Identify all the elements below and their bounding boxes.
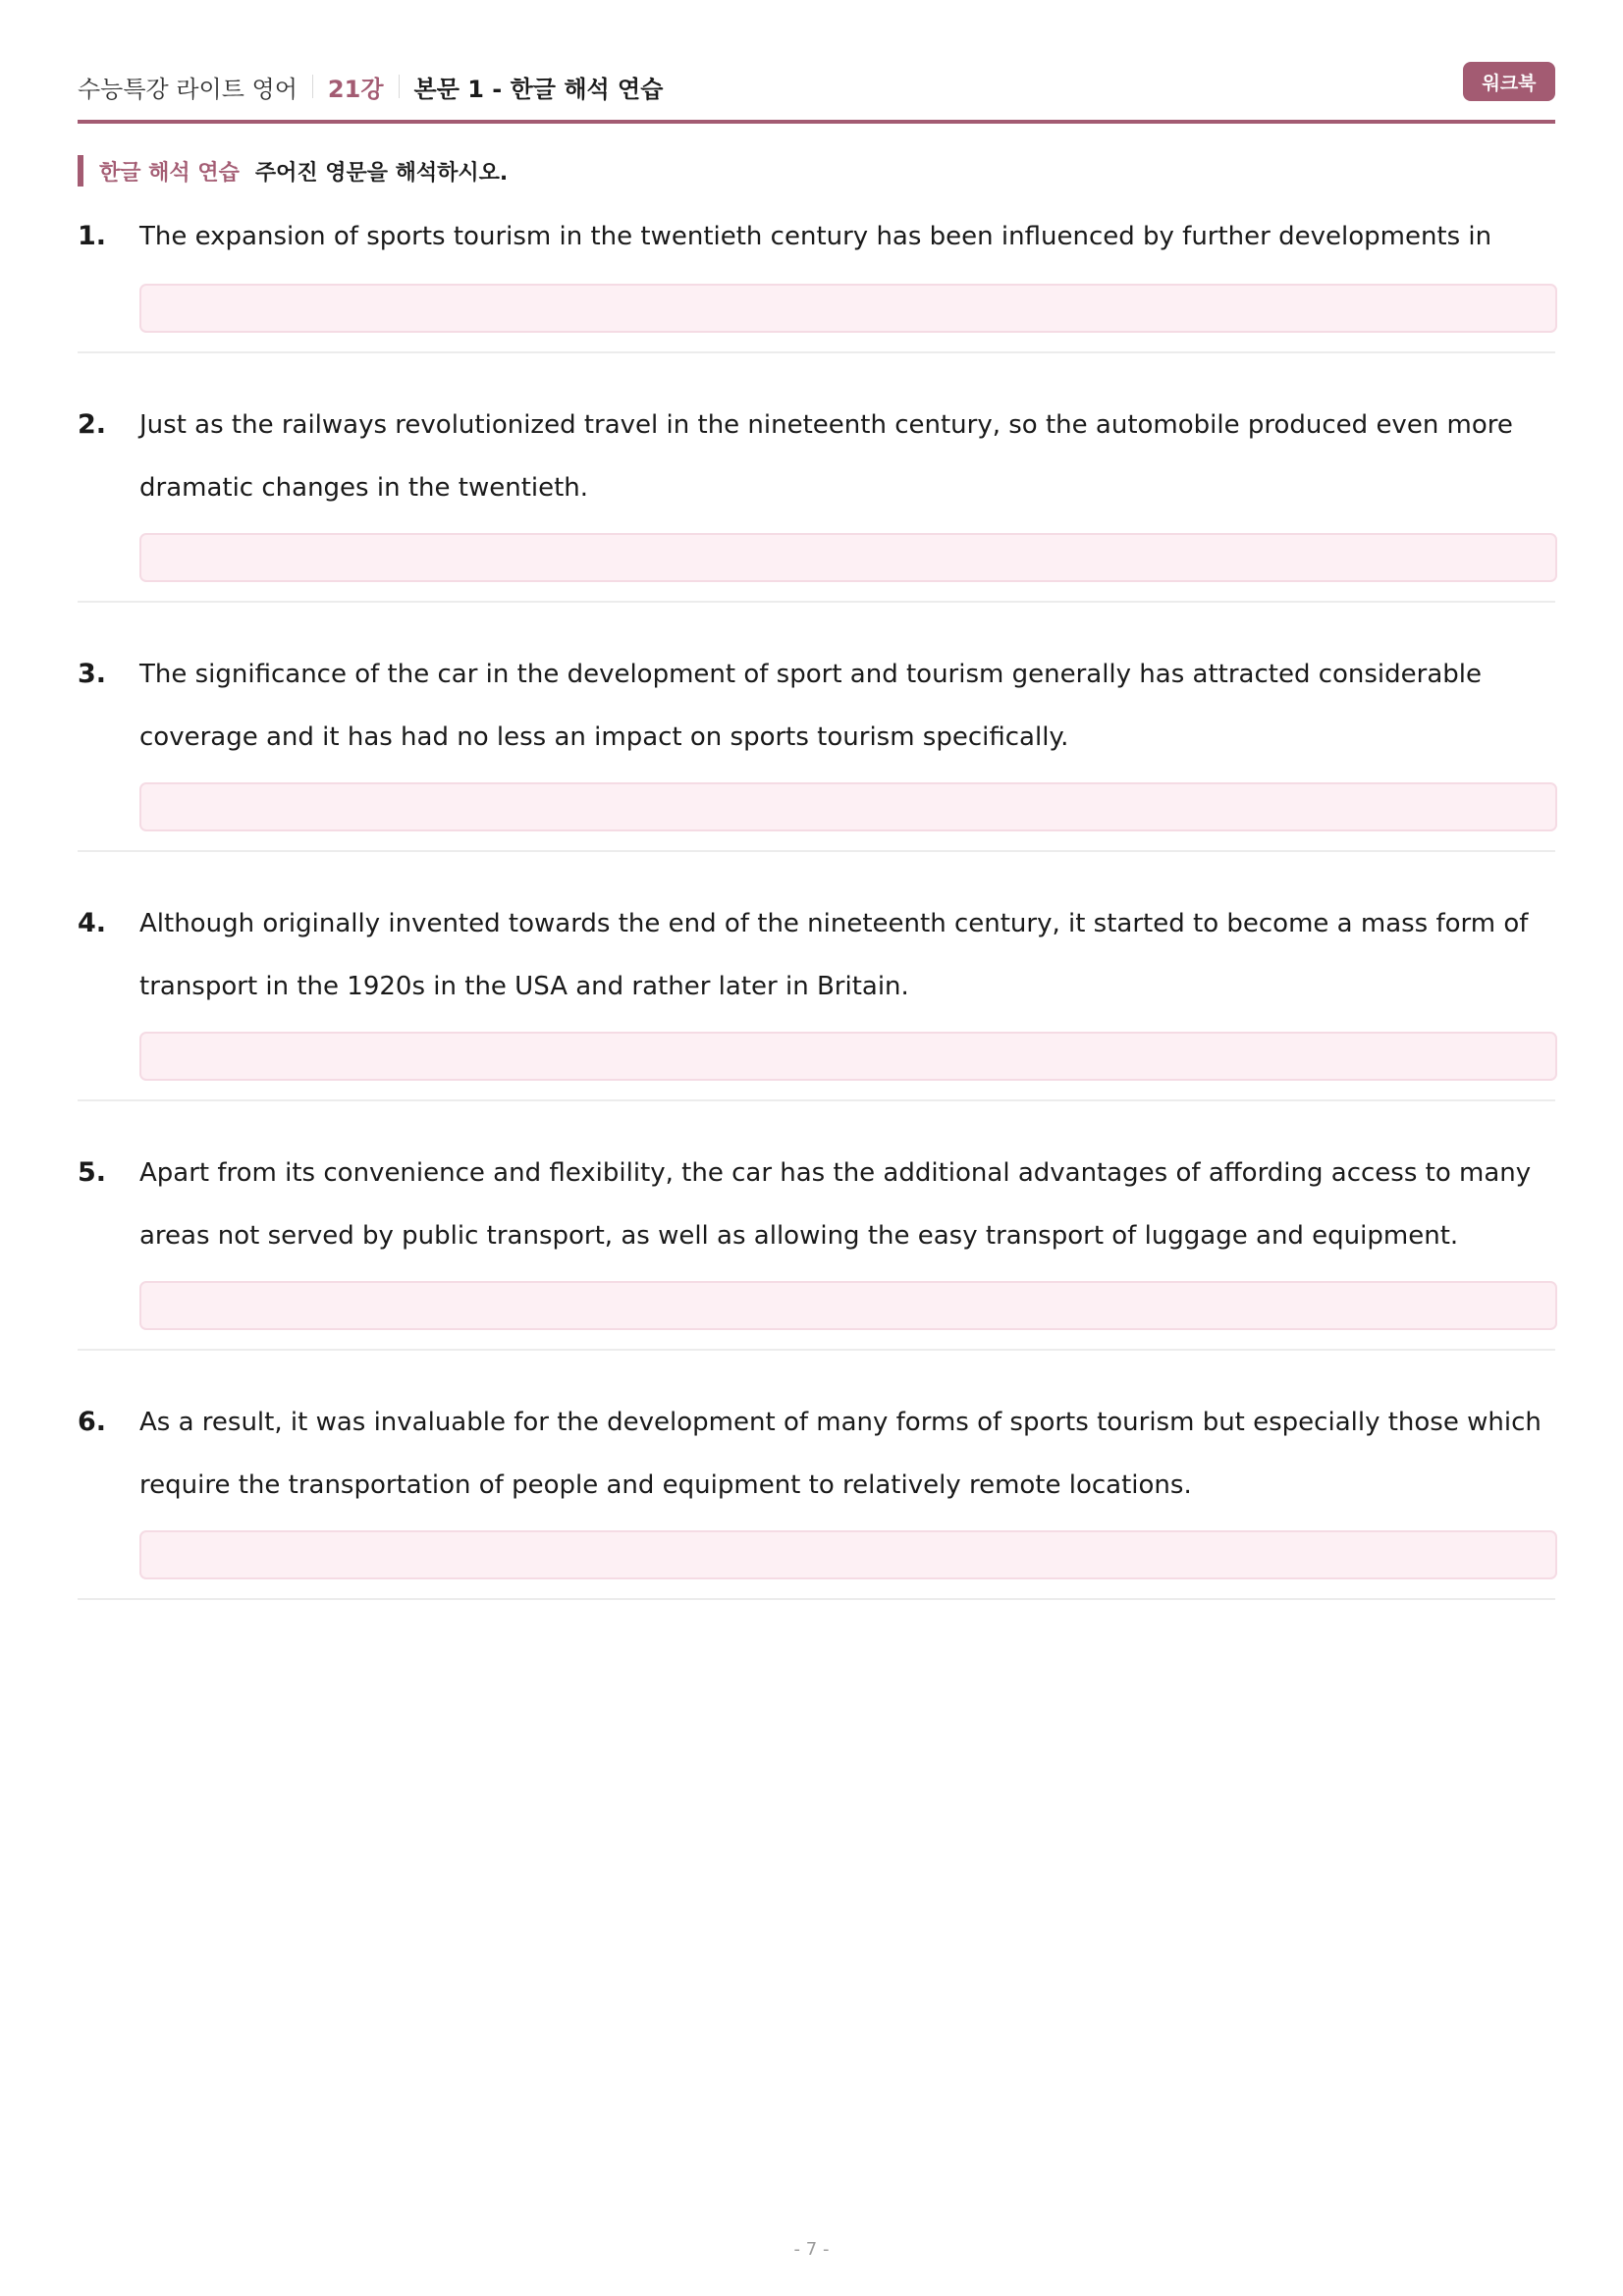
answer-field[interactable]: [139, 1032, 1557, 1081]
question-number: 1.: [78, 221, 107, 251]
question-text: The expansion of sports tourism in the twentieth century has been influenced by further developments in: [139, 222, 1492, 251]
answer-field[interactable]: [139, 1281, 1557, 1330]
question-item: [78, 1142, 1555, 1351]
question-number: 5.: [78, 1157, 107, 1188]
question-item: [78, 1391, 1555, 1600]
question-text: As a result, it was invaluable for the development of many forms of sports tourism but especially those which require the transportation of people and equipment to relatively remote locations.: [139, 1408, 1542, 1500]
page-header: [78, 59, 1555, 124]
page-number: - 7 -: [793, 2239, 830, 2260]
answer-field[interactable]: [139, 782, 1557, 831]
series-title: 수능특강 라이트 영어: [78, 75, 298, 103]
question-text: Just as the railways revolutionized travel in the nineteenth century, so the automobile produced even more dramatic changes in the twentieth.: [139, 410, 1513, 503]
question-number: 2.: [78, 409, 107, 440]
header-breadcrumb: [78, 67, 663, 106]
question-item: [78, 643, 1555, 852]
answer-field[interactable]: [139, 1530, 1557, 1579]
instruction-label: 한글 해석 연습: [99, 160, 240, 186]
workbook-badge: 워크북: [1463, 62, 1555, 101]
instruction-line: [78, 155, 508, 187]
question-number: 4.: [78, 908, 107, 938]
question-number: 6.: [78, 1407, 107, 1437]
question-item: [78, 205, 1555, 353]
instruction-text: 주어진 영문을 해석하시오.: [254, 160, 509, 186]
section-title: 본문 1 - 한글 해석 연습: [413, 75, 664, 103]
workbook-page: [78, 0, 1555, 2296]
question-number: 3.: [78, 659, 107, 689]
question-item: [78, 394, 1555, 603]
header-divider: [312, 75, 313, 98]
question-text: Apart from its convenience and flexibility, the car has the additional advantages of affording access to many areas not served by public transport, as well as allowing the easy transport of luggage and equipment.: [139, 1158, 1532, 1251]
header-divider: [399, 75, 400, 98]
question-text: Although originally invented towards the end of the nineteenth century, it started to become a mass form of transport in the 1920s in the USA and rather later in Britain.: [139, 909, 1529, 1001]
question-text: The significance of the car in the development of sport and tourism generally has attracted considerable coverage and it has had no less an impact on sports tourism specifically.: [139, 660, 1483, 752]
answer-field[interactable]: [139, 284, 1557, 333]
lesson-number: 21강: [327, 75, 384, 103]
instruction-accent-bar: [78, 155, 83, 187]
question-item: [78, 892, 1555, 1101]
answer-field[interactable]: [139, 533, 1557, 582]
